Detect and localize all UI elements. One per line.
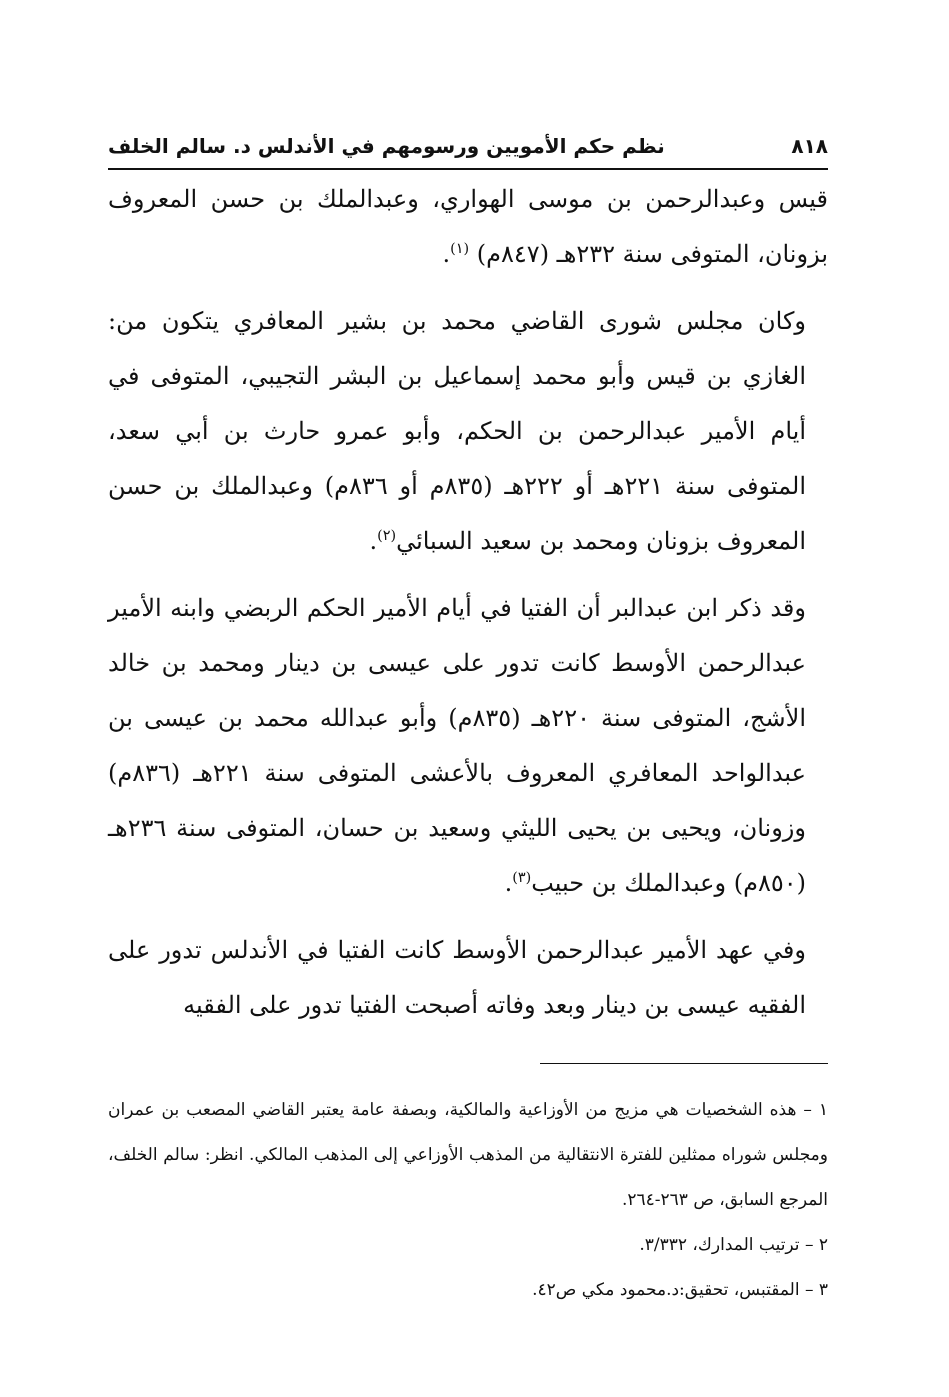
paragraph-3-text: وقد ذكر ابن عبدالبر أن الفتيا في أيام الأمير الحكم الربضي وابنه الأمير عبدالرحمن الأوسط كانت تدور على عيسى بن دينار ومحمد بن خالد الأشج، المتوفى سنة ٢٢٠هـ (٨٣٥م) وأبو عبدالله محمد بن عيسى بن عبدالواحد المعافري المعروف بالأعشى المتوفى سنة ٢٢١هـ (٨٣٦م) وزونان، ويحيى بن يحيى الليثي وسعيد بن حسان، المتوفى سنة ٢٣٦هـ (٨٥٠م) وعبدالملك بن حبيب [108,594,807,897]
paragraph-1-text: قيس وعبدالرحمن بن موسى الهواري، وعبدالملك بن حسن المعروف بزونان، المتوفى سنة ٢٣٢هـ (٨٤٧م) [108,185,828,268]
main-text [108,172,828,1033]
paragraph-1: قيس وعبدالرحمن بن موسى الهواري، وعبدالملك بن حسن المعروف بزونان، المتوفى سنة ٢٣٢هـ (٨٤٧م) $^{(١)}$. [108,185,828,268]
footnote-separator [540,1063,828,1064]
page-number: ٨١٨ [791,134,828,158]
running-header [108,128,828,164]
footnote-2: ٢ – ترتيب المدارك، ٣/٣٣٢. [639,1235,828,1255]
paragraph-4 [108,923,828,1033]
footnote-ref-1: (١) [450,241,470,257]
footnotes [108,1088,828,1313]
footnote-1: ١ – هذه الشخصيات هي مزيج من الأوزاعية والمالكية، وبصفة عامة يعتبر القاضي المصعب بن عمران ومجلس شوراه ممثلين للفترة الانتقالية من المذهب الأوزاعي إلى المذهب المالكي. انظر: سالم الخلف، المرجع السابق، ص ٢٦٣-٢٦٤. [108,1100,828,1210]
footnote-ref-3: (٣) [512,870,532,886]
paragraph-4-text: وفي عهد الأمير عبدالرحمن الأوسط كانت الفتيا في الأندلس تدور على الفقيه عيسى بن دينار وبعد وفاته أصبحت الفتيا تدور على الفقيه [108,936,806,1019]
paragraph-2: وكان مجلس شورى القاضي محمد بن بشير المعافري يتكون من: الغازي بن قيس وأبو محمد إسماعيل بن البشر التجيبي، المتوفى في أيام الأمير عبدالرحمن بن الحكم، وأبو عمرو حارث بن أبي سعد، المتوفى سنة ٢٢١هـ أو ٢٢٢هـ (٨٣٥م أو ٨٣٦م) وعبدالملك بن حسن المعروف بزونان ومحمد بن سعيد السبائي$^{(٢)}$. [108,307,807,555]
footnote-3: ٣ – المقتبس، تحقيق:د.محمود مكي ص٤٢. [532,1280,828,1300]
running-title: نظم حكم الأمويين ورسومهم في الأندلس د. سالم الخلف [108,134,665,158]
paragraph-2-text: وكان مجلس شورى القاضي محمد بن بشير المعافري يتكون من: الغازي بن قيس وأبو محمد إسماعيل بن البشر التجيبي، المتوفى في أيام الأمير عبدالرحمن بن الحكم، وأبو عمرو حارث بن أبي سعد، المتوفى سنة ٢٢١هـ أو ٢٢٢هـ (٨٣٥م أو ٨٣٦م) وعبدالملك بن حسن المعروف بزونان ومحمد بن سعيد السبائي [108,307,807,555]
header-rule [108,168,828,170]
footnote-ref-2: (٢) [377,528,397,544]
paragraph-3: وقد ذكر ابن عبدالبر أن الفتيا في أيام الأمير الحكم الربضي وابنه الأمير عبدالرحمن الأوسط كانت تدور على عيسى بن دينار ومحمد بن خالد الأشج، المتوفى سنة ٢٢٠هـ (٨٣٥م) وأبو عبدالله محمد بن عيسى بن عبدالواحد المعافري المعروف بالأعشى المتوفى سنة ٢٢١هـ (٨٣٦م) وزونان، ويحيى بن يحيى الليثي وسعيد بن حسان، المتوفى سنة ٢٣٦هـ (٨٥٠م) وعبدالملك بن حبيب$^{(٣)}$. [108,594,807,897]
